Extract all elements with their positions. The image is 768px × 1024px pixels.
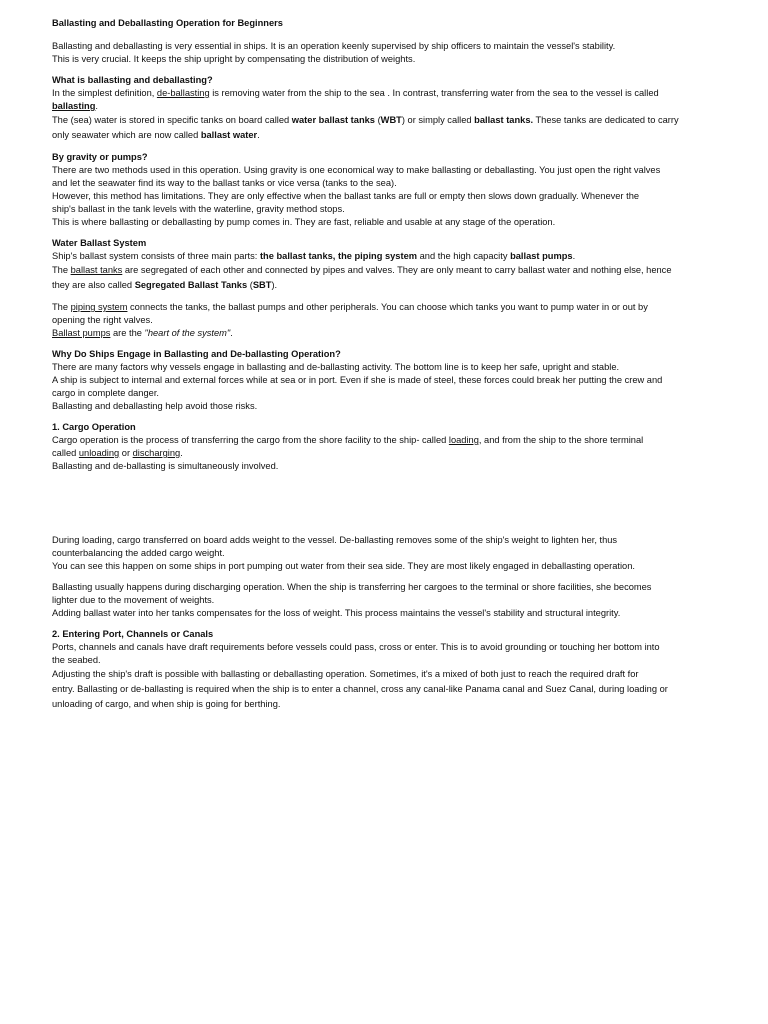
text-run: In the simplest definition, (52, 88, 157, 98)
term-ballast-tanks-link: ballast tanks (70, 265, 123, 275)
text-line (52, 87, 728, 100)
text-run: , and from the ship to the shore terminal (478, 435, 644, 445)
text-run: Cargo operation is the process of transferring the cargo from the shore facility to the ship- called (52, 435, 449, 445)
loading-section (52, 534, 728, 573)
text-line: Adjusting the ship's draft is possible with ballasting or deballasting operation. Sometimes, it's a mixed of both just to reach the required draft for (52, 669, 639, 679)
text-line: There are many factors why vessels engage in ballasting and de-ballasting activity. The bottom line is to keep her safe, upright and stable. (52, 362, 620, 372)
piping-section (52, 301, 728, 340)
term-wbt: WBT (380, 115, 402, 125)
text-run: The (sea) water is stored in specific tanks on board called (52, 115, 292, 125)
text-run: . (180, 448, 183, 458)
section-heading: Water Ballast System (52, 238, 147, 248)
text-run: they are also called (52, 280, 135, 290)
text-run: . (95, 101, 98, 111)
text-run: . (572, 251, 576, 261)
term-sbt: SBT (252, 280, 272, 290)
term-sbt-full: Segregated Ballast Tanks (134, 280, 248, 290)
term-ballast-tanks: ballast tanks. (474, 115, 534, 125)
section-heading: Why Do Ships Engage in Ballasting and De-ballasting Operation? (52, 349, 341, 359)
term-water-ballast-tanks: water ballast tanks (291, 115, 375, 125)
text-line: Ballasting usually happens during discharging operation. When the ship is transferring her cargoes to the terminal or shore facilities, she becomes (52, 582, 652, 592)
text-line (52, 327, 728, 340)
text-run: . (257, 130, 260, 140)
text-run: The (52, 302, 71, 312)
term-loading: loading (448, 435, 479, 445)
text-run: . (230, 328, 233, 338)
term-ballast-pumps-link: Ballast pumps (52, 328, 111, 338)
term-ballasting: ballasting (52, 101, 96, 111)
text-run: ). (271, 280, 278, 290)
text-line: However, this method has limitations. They are only effective when the ballast tanks are full or empty then slows down gradually. Whenever the (52, 191, 640, 201)
text-run: These tanks are dedicated to carry (533, 115, 679, 125)
text-line: entry. Ballasting or de-ballasting is required when the ship is to enter a channel, cross any canal-like Panama canal and Suez Canal, during loading or (52, 684, 668, 694)
section-heading: What is ballasting and deballasting? (52, 75, 213, 85)
text-line: A ship is subject to internal and external forces while at sea or in port. Even if she is made of steel, these forces could break her putting the crew and (52, 375, 663, 385)
text-line (52, 447, 728, 460)
text-line: During loading, cargo transferred on board adds weight to the vessel. De-ballasting removes some of the ship's weight to lighten her, thus (52, 535, 618, 545)
what-section (52, 74, 728, 143)
text-run: ) or simply called (401, 115, 475, 125)
text-run: or (119, 448, 133, 458)
term-piping-system: piping system (70, 302, 128, 312)
text-run: ( (247, 280, 253, 290)
term-system-parts: the ballast tanks, the piping system (259, 251, 418, 261)
text-line: Ballasting and deballasting help avoid those risks. (52, 401, 258, 411)
text-run: called (52, 448, 79, 458)
text-line: the seabed. (52, 655, 101, 665)
text-line (52, 113, 728, 128)
text-line: counterbalancing the added cargo weight. (52, 548, 225, 558)
gravity-section (52, 151, 728, 229)
term-discharging: discharging (132, 448, 181, 458)
text-line: This is where ballasting or deballasting by pump comes in. They are fast, reliable and usable at any stage of the operation. (52, 217, 556, 227)
text-line: lighter due to the movement of weights. (52, 595, 215, 605)
quote-heart: "heart of the system" (144, 328, 231, 338)
document-title: Ballasting and Deballasting Operation for Beginners (52, 18, 283, 28)
text-run: ( (374, 115, 381, 125)
term-ballast-pumps: ballast pumps (510, 251, 573, 261)
text-line: This is very crucial. It keeps the ship upright by compensating the distribution of weights. (52, 54, 416, 64)
term-ballast-water: ballast water (200, 130, 258, 140)
port-section (52, 628, 728, 712)
system-section (52, 237, 728, 293)
text-line (52, 278, 728, 293)
term-unloading: unloading (78, 448, 120, 458)
text-line (52, 250, 728, 263)
term-deballasting: de-ballasting (156, 88, 210, 98)
text-line: and let the seawater find its way to the ballast tanks or vice versa (tanks to the sea). (52, 178, 397, 188)
text-run: and the high capacity (417, 251, 511, 261)
text-run: are the (110, 328, 145, 338)
discharge-section (52, 581, 728, 620)
intro-paragraph (52, 40, 728, 66)
text-line (52, 128, 728, 143)
text-line: cargo in complete danger. (52, 388, 159, 398)
text-line: You can see this happen on some ships in port pumping out water from their sea side. They are most likely engaged in deballasting operation. (52, 561, 635, 571)
text-run: The (52, 265, 71, 275)
text-line (52, 434, 728, 447)
why-section (52, 348, 728, 413)
text-run: is removing water from the ship to the sea . In contrast, transferring water from the sea to the vessel is called (209, 88, 659, 98)
section-heading: 2. Entering Port, Channels or Canals (52, 629, 214, 639)
text-line: Ballasting and deballasting is very essential in ships. It is an operation keenly supervised by ship officers to maintain the vessel's stability. (52, 41, 616, 51)
text-line: Ports, channels and canals have draft requirements before vessels could pass, cross or enter. This is to avoid grounding or touching her bottom into (52, 642, 660, 652)
text-run: are segregated of each other and connected by pipes and valves. They are only meant to carry ballast water and nothing else, hence (122, 265, 672, 275)
text-line: Ballasting and de-ballasting is simultaneously involved. (52, 461, 279, 471)
section-heading: 1. Cargo Operation (52, 422, 136, 432)
text-line: There are two methods used in this operation. Using gravity is one economical way to make ballasting or deballasting. You just open the right valves (52, 165, 661, 175)
text-line (52, 100, 728, 113)
text-line: unloading of cargo, and when ship is going for berthing. (52, 699, 281, 709)
text-line (52, 263, 728, 278)
blank-gap (52, 481, 728, 534)
cargo-section (52, 421, 728, 473)
text-run: Ship's ballast system consists of three main parts: (52, 251, 260, 261)
text-line: ship's ballast in the tank levels with the waterline, gravity method stops. (52, 204, 345, 214)
section-heading: By gravity or pumps? (52, 152, 148, 162)
text-run: only seawater which are now called (52, 130, 201, 140)
text-line (52, 301, 728, 314)
text-line: opening the right valves. (52, 315, 153, 325)
text-run: connects the tanks, the ballast pumps and other peripherals. You can choose which tanks you want to pump water in or out by (127, 302, 648, 312)
text-line: Adding ballast water into her tanks compensates for the loss of weight. This process maintains the vessel's stability and structural integrity. (52, 608, 621, 618)
